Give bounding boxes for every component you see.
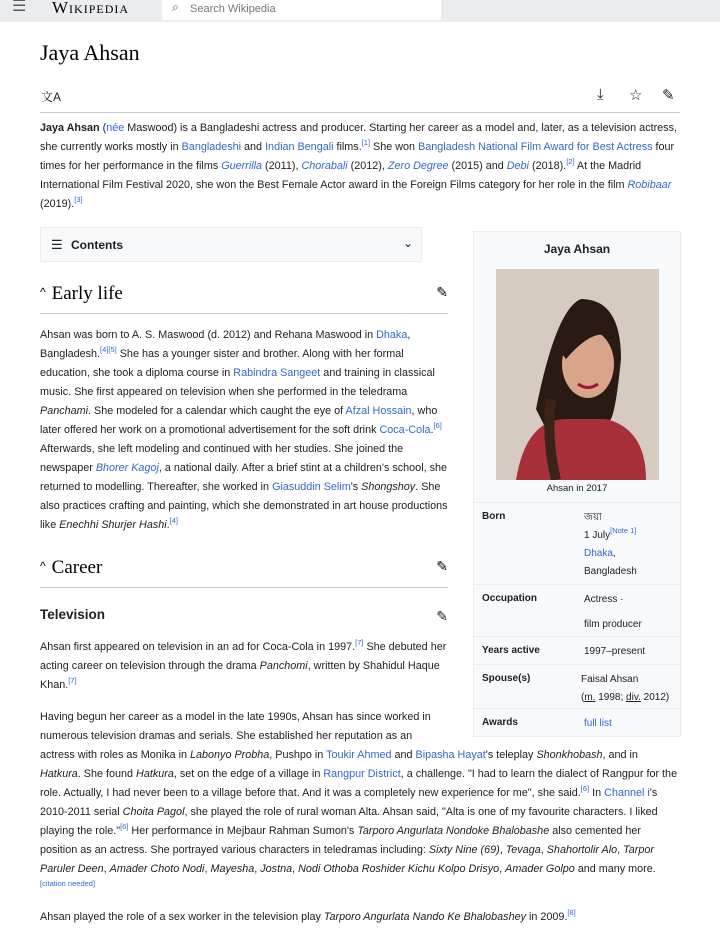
page-title: Jaya Ahsan	[40, 40, 140, 65]
note-link[interactable]: [Note 1]	[610, 526, 637, 535]
text: . She also practices crafting and painting, which she demonstrated in art house productions like	[40, 481, 448, 531]
italic-text: Amader Choto Nodi	[109, 863, 205, 875]
reference-link[interactable]: [7]	[355, 638, 364, 647]
top-bar	[0, 0, 720, 22]
wikipedia-logo[interactable]: Wikipedia	[52, 0, 130, 17]
heading-text: Early life	[51, 283, 123, 304]
text: She won	[370, 141, 419, 153]
text: (2015) and	[448, 160, 507, 172]
occupation-value: film producer	[584, 619, 642, 630]
wiki-link[interactable]: Bipasha Hayat	[415, 749, 486, 761]
italic-text: Labonyo Probha	[190, 749, 270, 761]
section-heading-career[interactable]	[40, 557, 448, 588]
wiki-link[interactable]: Debi	[506, 160, 529, 172]
caret-up-icon: ^	[40, 285, 46, 299]
edit-section-icon[interactable]: ✎	[436, 609, 448, 625]
text: and training in classical music. She first appeared on television when she performed in the teledrama	[40, 367, 435, 398]
contents-label: Contents	[71, 238, 123, 252]
spouse-dates: 1998;	[595, 692, 627, 703]
lead-paragraph	[40, 119, 682, 214]
reference-link[interactable]: [7]	[68, 676, 77, 685]
text: and	[391, 749, 416, 761]
text: ,	[499, 844, 506, 856]
row-label: Years active	[482, 645, 540, 656]
spouse-dates: 2012)	[640, 692, 670, 703]
text: , Pushpo in	[269, 749, 327, 761]
wiki-link[interactable]: née	[106, 122, 125, 134]
text: Ahsan first appeared on television in an ad for Coca-Cola in 1997.	[40, 641, 356, 653]
reference-link[interactable]: [citation needed]	[40, 879, 96, 888]
reference-link[interactable]: [8]	[567, 908, 576, 917]
text: 's 2010-2011 serial	[40, 787, 658, 818]
text: 's teleplay	[485, 749, 537, 761]
reference-link[interactable]: [4]	[169, 516, 178, 525]
text: (2019).	[40, 198, 75, 210]
wiki-link[interactable]: Robibaar	[627, 179, 672, 191]
infobox-row-occupation	[474, 584, 680, 636]
text: She debuted her acting career on television through the drama	[40, 641, 447, 672]
text: ,	[254, 863, 261, 875]
infobox-row-spouse: Spouse(s) Faisal Ahsan (m. 1998; div. 2012)	[474, 664, 680, 708]
row-label: Born	[482, 511, 506, 522]
text: films.	[333, 141, 362, 153]
text: , who later offered her work on a promotional advertisement for the soft drink	[40, 405, 438, 436]
wiki-link[interactable]: Toukir Ahmed	[326, 749, 392, 761]
early-life-paragraph	[40, 326, 450, 535]
wiki-link[interactable]: Bangladesh National Film Award for Best Actress	[418, 141, 653, 153]
text: , set on the edge of a village in	[173, 768, 324, 780]
text: .	[166, 519, 170, 531]
row-label: Awards	[482, 717, 518, 728]
infobox	[473, 231, 681, 737]
search-input[interactable]	[162, 0, 441, 20]
contents-toggle[interactable]	[40, 227, 422, 262]
italic-text: Jostna	[260, 863, 293, 875]
italic-text: Shahortolir Alo	[546, 844, 618, 856]
television-paragraph	[40, 638, 452, 695]
born-name: জয়া	[584, 512, 602, 523]
text: (2012),	[347, 160, 388, 172]
text: Having begun her career as a model in the late 1990s, Ahsan has since worked in numerous television dramas and serials. She established her reputation as an actress with roles as Monika in	[40, 711, 431, 761]
text: . She modeled for a calendar which caught the eye of	[88, 405, 346, 417]
edit-section-icon[interactable]: ✎	[436, 285, 448, 301]
wiki-link[interactable]: Coca-Cola	[379, 424, 431, 436]
heading-text: Career	[51, 557, 103, 578]
text: in 2009.	[525, 911, 568, 923]
text: Afterwards, she left modeling and continued with her studies. She joined the newspaper	[40, 443, 404, 474]
download-icon[interactable]: ⤓	[597, 86, 604, 103]
awards-link[interactable]: full list	[584, 718, 612, 729]
television-paragraph	[40, 908, 680, 927]
wiki-link[interactable]: Afzal Hossain	[345, 405, 412, 417]
edit-icon[interactable]: ✎	[662, 87, 675, 104]
italic-text: Mayesha	[210, 863, 255, 875]
married-abbr: m.	[584, 692, 596, 703]
text: (2011),	[262, 160, 302, 172]
bold-text: Jaya Ahsan	[40, 122, 100, 134]
reference-link[interactable]: [6]	[120, 822, 129, 831]
text: ,	[204, 863, 211, 875]
years-value: 1997–present	[584, 646, 646, 657]
text: At the Madrid International Film Festival 2020, she won the Best Female Actor award in the Foreign Films category for her role in the film	[40, 160, 642, 191]
text: , and in	[602, 749, 638, 761]
text: , she played the role of rural woman Alta. Ahsan said, "Alta is one of my favourite characters. I liked playing the role."	[40, 806, 658, 837]
spouse-name: Faisal Ahsan	[581, 674, 639, 685]
text: ,	[292, 863, 299, 875]
italic-text: Enechhi Shurjer Hashi	[59, 519, 167, 531]
italic-text: Panchami	[40, 405, 89, 417]
text: , written by Shahidul Haque Khan.	[40, 660, 440, 691]
italic-text: Shonkhobash	[536, 749, 603, 761]
menu-icon[interactable]: ☰	[12, 0, 27, 15]
caret-up-icon: ^	[40, 559, 46, 573]
row-label: Occupation	[482, 593, 538, 604]
italic-text: Tevaga	[505, 844, 541, 856]
text: ,	[499, 863, 506, 875]
reference-link[interactable]: [2]	[566, 157, 575, 166]
infobox-row-awards	[474, 708, 680, 738]
born-country: Bangladesh	[584, 566, 637, 577]
text: In	[589, 787, 605, 799]
heading-text: Television	[40, 607, 106, 622]
text: and many more.	[574, 863, 656, 875]
italic-text: Shongshoy	[361, 481, 416, 493]
italic-text: Nodi Othoba Roshider Kichu Kolpo Drisyo	[298, 863, 500, 875]
infobox-row-born: Born জয়া 1 July[Note 1] Dhaka, Bangladesh	[474, 502, 680, 584]
edit-section-icon[interactable]: ✎	[436, 559, 448, 575]
text: and	[241, 141, 266, 153]
text: . She found	[77, 768, 137, 780]
wiki-link[interactable]: Bhorer Kagoj	[95, 462, 159, 474]
reference-link[interactable]: [3]	[74, 195, 83, 204]
text: Ahsan played the role of a sex worker in the television play	[40, 911, 324, 923]
language-icon[interactable]: 文A	[41, 90, 62, 104]
italic-text: Panchomi	[259, 660, 308, 672]
italic-text: Choita Pagol	[122, 806, 185, 818]
text: She has a younger sister and brother. Along with her formal education, she took a diploma course in	[40, 348, 404, 379]
reference-link[interactable]: [1]	[361, 138, 371, 147]
italic-text: Tarporo Angurlata Nando Ke Bhalobashey	[323, 911, 526, 923]
text: , Bangladesh.	[40, 329, 411, 360]
reference-link[interactable]: [6]	[580, 784, 590, 793]
infobox-row-years-active	[474, 636, 680, 664]
italic-text: Hatkura	[136, 768, 174, 780]
text: , a national daily. After a brief stint at a children's school, she returned to modelling. Thereafter, she worked in	[40, 462, 447, 493]
wiki-link[interactable]: Rangpur District	[323, 768, 401, 780]
chevron-down-icon: ⌄	[402, 236, 413, 250]
italic-text: Sixty Nine (69)	[428, 844, 500, 856]
subsection-heading-television	[40, 607, 448, 625]
divorced-abbr: div.	[626, 692, 641, 703]
text: also cemented her position as an actress. She portrayed various characters in teledramas including:	[40, 825, 642, 856]
text: Her performance in Mejbaur Rahman Sumon's	[128, 825, 358, 837]
born-city-link[interactable]: Dhaka	[584, 548, 613, 559]
occupation-value: Actress ·	[584, 594, 624, 605]
portrait-image[interactable]	[496, 269, 659, 480]
wiki-link[interactable]: Chorabali	[301, 160, 348, 172]
text: Maswood) is a Bangladeshi actress and producer. Starting her career as a model and, later, as a television actress, she currently works mostly in	[40, 122, 677, 153]
text: ,	[103, 863, 110, 875]
italic-text: Tarpor Paruler Deen	[40, 844, 654, 875]
born-date: 1 July	[584, 530, 611, 541]
divider	[40, 112, 680, 113]
paragraph-text	[40, 711, 677, 894]
text: (2018).	[528, 160, 567, 172]
italic-text: Hatkura	[40, 768, 78, 780]
text: Ahsan was born to A. S. Maswood (d. 2012) and Rehana Maswood in	[40, 329, 377, 341]
text: , a challenge. "I had to learn the dialect of Rangpur for the role. Actually, I had never been to a village before that. And it was a completely new experience for me", she said.	[40, 768, 678, 799]
wiki-link[interactable]: Channel i	[604, 787, 650, 799]
wiki-link[interactable]: Bangladeshi	[181, 141, 242, 153]
wiki-link[interactable]: Zero Degree	[387, 160, 449, 172]
italic-text: Amader Golpo	[505, 863, 575, 875]
image-caption: Ahsan in 2017	[546, 483, 608, 494]
italic-text: Tarporo Angurlata Nondoke Bhalobashe	[357, 825, 550, 837]
wiki-link[interactable]: Giasuddin Selim	[272, 481, 351, 493]
text: ,	[540, 844, 547, 856]
list-icon: ☰	[51, 237, 63, 252]
text: ,	[617, 844, 624, 856]
watch-star-icon[interactable]: ☆	[629, 87, 643, 104]
infobox-title: Jaya Ahsan	[543, 242, 611, 256]
text: four times for her performance in the films	[40, 141, 675, 172]
wiki-link[interactable]: Rabindra Sangeet	[233, 367, 321, 379]
wiki-link[interactable]: Indian Bengali	[265, 141, 334, 153]
text: .	[430, 424, 434, 436]
search-placeholder: Search Wikipedia	[190, 3, 276, 15]
wiki-link[interactable]: Dhaka	[376, 329, 408, 341]
reference-link[interactable]: [6]	[433, 421, 442, 430]
search-icon: ⌕	[172, 0, 179, 14]
text: (	[99, 122, 107, 134]
text: 's	[350, 481, 362, 493]
row-label: Spouse(s)	[482, 673, 531, 684]
wiki-link[interactable]: Guerrilla	[221, 160, 263, 172]
section-heading-early-life[interactable]	[40, 283, 448, 314]
reference-link[interactable]: [4][5]	[100, 345, 117, 354]
